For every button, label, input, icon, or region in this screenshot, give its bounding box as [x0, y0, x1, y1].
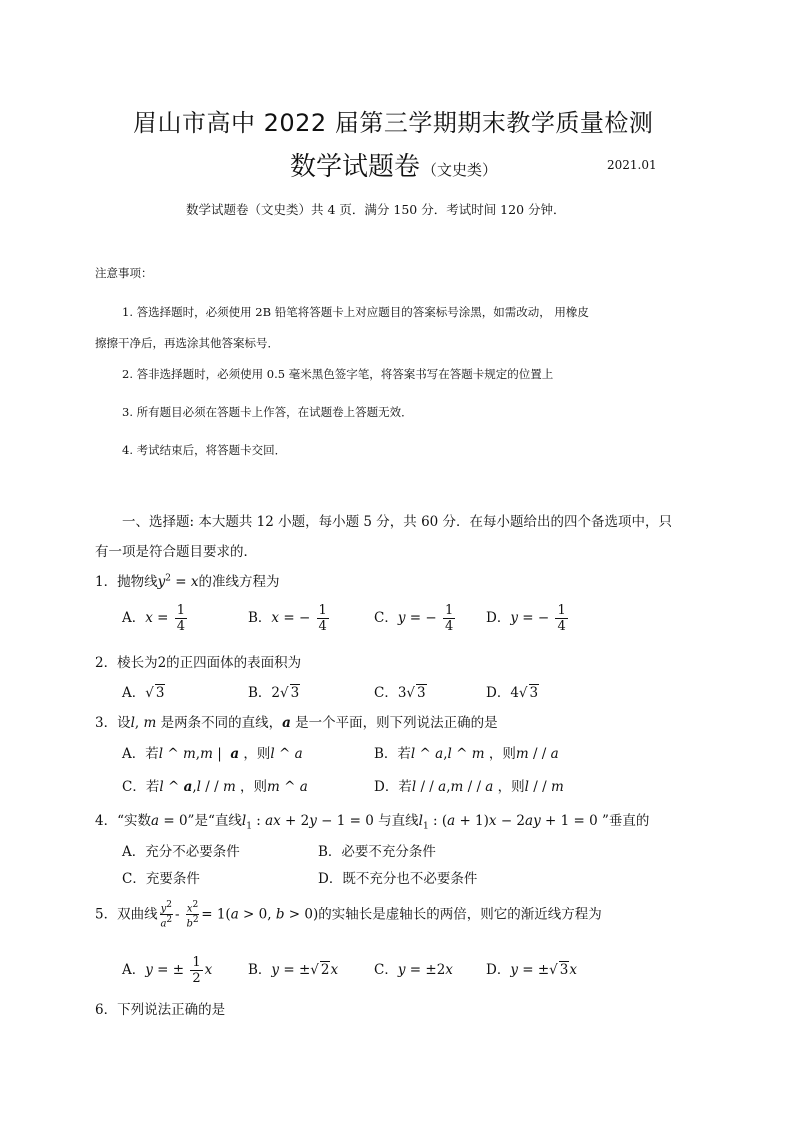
- q3-stem: 3．设: [95, 715, 131, 731]
- option-label: C．: [374, 610, 398, 626]
- option-label: D．若: [374, 779, 412, 795]
- notice-item-3: 3. 所有题目必须在答题卡上作答，在试题卷上答题无效．: [122, 405, 413, 419]
- question-6: 6．下列说法正确的是: [95, 1002, 226, 1018]
- q3-option-c: C．若l ^ a,l / / m ，则m ^ a: [122, 779, 308, 795]
- option-label: C．: [374, 962, 398, 978]
- q4-option-c: C．充要条件: [122, 871, 200, 887]
- q4-stem: 4．“实数: [95, 813, 151, 829]
- q1-stem-end: 的准线方程为: [198, 574, 280, 590]
- notice-heading: 注意事项：: [95, 266, 153, 280]
- q1-option-d: D．y = − $\frac{1}{4}$: [486, 603, 566, 634]
- q1-option-c: C．y = − $\frac{1}{4}$: [374, 603, 454, 634]
- q3-option-d: D．若l / / a,m / / a ，则l / / m: [374, 779, 564, 795]
- option-label: C．: [374, 685, 398, 701]
- option-label: A．: [122, 610, 146, 626]
- option-label: B．: [248, 962, 272, 978]
- q5-option-b: B．y = ±√ 2x: [248, 962, 339, 978]
- question-5: 5．双曲线 $\frac{y^2}{a^2}$ - $\frac{x^2}{b^2}$ = 1(a > 0, b > 0)的实轴长是虚轴长的两倍，则它的渐近线方程为: [95, 900, 602, 930]
- option-then: ，则: [243, 746, 271, 762]
- notice-item-2: 2. 答非选择题时，必须使用 0.5 毫米黑色签字笔，将答案书写在答题卡规定的位置上: [122, 367, 554, 381]
- q5-stem: 5．双曲线: [95, 906, 158, 923]
- question-4: 4．“实数a = 0”是“直线$l_1$ : ax + 2y − 1 = 0 与直线$l_1$ : (a + 1)x − 2ay + 1 = 0 ”垂直的: [95, 813, 650, 832]
- q4-stem-mid: ”是“直线: [187, 813, 242, 829]
- q2-option-d: D．4√ 3: [486, 685, 539, 701]
- option-label: A．: [122, 962, 146, 978]
- option-label: B．: [248, 610, 272, 626]
- option-label: D．: [486, 610, 511, 626]
- exam-subtitle: [290, 146, 497, 183]
- option-label: B．: [248, 685, 272, 701]
- question-1: 1．抛物线$y^2 = x$的准线方程为: [95, 573, 280, 590]
- notice-item-1: 1. 答选择题时，必须使用 2B 铅笔将答题卡上对应题目的答案标号涂黑，如需改动， 用橡皮: [122, 305, 589, 319]
- notice-item-4: 4. 考试结束后，将答题卡交回．: [122, 443, 287, 457]
- q2-option-a: A．√ 3: [122, 685, 165, 701]
- exam-date: 2021.01: [607, 158, 657, 172]
- option-then: ，则: [497, 779, 525, 795]
- q1-stem: 1．抛物线: [95, 574, 158, 590]
- q3-option-b: B．若l ^ a,l ^ m ，则m / / a: [374, 746, 559, 762]
- question-2: 2．棱长为2的正四面体的表面积为: [95, 655, 302, 671]
- q5-stem-end: 的实轴长是虚轴长的两倍，则它的渐近线方程为: [318, 906, 602, 923]
- question-3: 3．设l, m 是两条不同的直线，a 是一个平面，则下列说法正确的是: [95, 715, 498, 731]
- option-label: B．若: [374, 746, 411, 762]
- q1-option-b: B．x = − $\frac{1}{4}$: [248, 603, 327, 634]
- notice-item-1-cont: 擦擦干净后，再选涂其他答案标号．: [95, 336, 279, 350]
- q5-option-c: C．y = ±2x: [374, 962, 453, 978]
- option-then: ，则: [488, 746, 516, 762]
- section-intro: 一、选择题: 本大题共 12 小题，每小题 5 分，共 60 分．在每小题给出的四个备选项中，只: [122, 514, 673, 530]
- q4-option-b: B．必要不充分条件: [318, 844, 436, 860]
- q2-option-c: C．3√ 3: [374, 685, 426, 701]
- q2-option-b: B．2√ 3: [248, 685, 300, 701]
- q5-option-d: D．y = ±√ 3x: [486, 962, 577, 978]
- subtitle-category: （文史类）: [422, 161, 498, 179]
- option-label: C．若: [122, 779, 160, 795]
- option-then: ，则: [240, 779, 268, 795]
- option-label: D．: [486, 685, 511, 701]
- option-label: A．若: [122, 746, 159, 762]
- option-label: A．: [122, 685, 146, 701]
- subtitle-main: 数学试题卷: [290, 152, 421, 182]
- q5-option-a: A．y = ± $\frac{1}{2}$ x: [122, 955, 213, 986]
- q1-option-a: A．x = $\frac{1}{4}$: [122, 603, 186, 634]
- q4-option-a: A．充分不必要条件: [122, 844, 240, 860]
- exam-title: 眉山市高中 2022 届第三学期期末教学质量检测: [133, 109, 654, 137]
- section-intro-cont: 有一项是符合题目要求的．: [95, 544, 257, 560]
- q3-stem-end: 是一个平面，则下列说法正确的是: [295, 715, 498, 731]
- exam-info: 数学试题卷（文史类）共 4 页．满分 150 分．考试时间 120 分钟．: [186, 202, 566, 217]
- q4-option-d: D．既不充分也不必要条件: [318, 871, 478, 887]
- q4-stem-end: ”垂直的: [601, 813, 650, 829]
- q3-option-a: A．若l ^ m,m | a ，则l ^ a: [122, 746, 303, 762]
- option-label: D．: [486, 962, 511, 978]
- q4-stem-mid2: 与直线: [378, 813, 419, 829]
- q3-stem-mid: 是两条不同的直线，: [160, 715, 283, 731]
